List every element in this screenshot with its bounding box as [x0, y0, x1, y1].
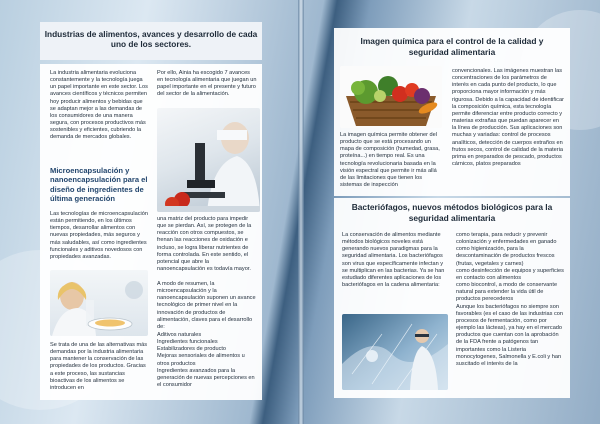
chemical-imaging-text: convencionales. Las imágenes muestran las concentraciones de los parámetros de interés en cada punto del producto, lo que proporciona mayor información y más rigurosa. Debido a la capacidad de identificar la composición química, esta tecnología permite diferenciar entre producto correcto y materias extrañas que puedan aparecer en la línea de producción. Sus aplicaciones son muchas y variadas: control de procesos analíticos, detección de cuerpos extraños en frutos secos, control de calidad de la materia prima en preparados de pescado, productos cárnicos, platos preparados: [452, 68, 564, 168]
left-content-panel: [40, 64, 262, 400]
microencapsulation-text: Las tecnologías de microencapsulación están permitiendo, en los últimos tiempos, desarrollar alimentos con nuevas propiedades, más seguros y más saludables, así como ingredientes funcionales y aditivos novedosos con propiedades avanzadas.: [50, 211, 148, 260]
lab-scientist-photo: [157, 108, 260, 212]
bacteriophage-intro: La conservación de alimentos mediante métodos biológicos noveles está generando nuevos paradigmas para la seguridad alimentaria. Los bacteriófagos son virus que específicamente infectan y se multiplican en las bacterias. Ya se han estudiado diferentes aplicaciones de los bacteriófagos en la cadena alimentaria:: [342, 232, 445, 289]
left-page-title: Industrias de alimentos, avances y desarrollo de cada uno de los sectores.: [44, 29, 258, 50]
researcher-photo: [342, 314, 448, 390]
applications-list: Aditivos naturales Ingredientes funcionales Estabilizadores de producto Mejoras sensoriales de alimentos u otros productos Ingredientes avanzados para la generación de nuevas percepciones en el consumidor: [157, 332, 255, 389]
left-title-band: [40, 22, 262, 60]
chemical-imaging-panel: [334, 28, 570, 196]
matrix-text: una matriz del producto para impedir que se pierdan. Así, se protegen de la reacción con otros compuestos, se frenan las reacciones de oxidación e incluso, se logra liberar nutrientes de forma controlada. En este sentido, el potencial que abre la nanoencapsulación es todavía mayor.: [157, 216, 252, 273]
page-spine: [298, 0, 304, 424]
bacteriophage-applications: como terapia, para reducir y prevenir colonización y enfermedades en ganado como higienización, para la descontaminación de productos frescos (frutas, vegetales y carnes) como desinfección de equipos y superficies en contacto con alimentos como biocontrol, a modo de conservante natural para extender la vida útil de productos perecederos Aunque los bacteriófagos no siempre son favorables (es el caso de las industrias con procesos de fermentación, como por ejemplo las lácteas), ya hay en el mercado productos que cuentan con la aprobación de la FDA frente a patógenos tan importantes como la Listeria monocytogenes, Salmonella y E.coli y han suscitado el interés de la: [456, 232, 564, 367]
chemical-imaging-caption: La imagen química permite obtener del producto que se está procesando un mapa de composición (humedad, grasa, proteína...) en tiempo real. Es una tecnología revolucionaria basada en la visión espectral que permite ir más allá de las limitaciones que tienen los sistemas de inspección: [340, 132, 440, 189]
bacteriophage-title: Bacteriófagos, nuevos métodos biológicos para la seguridad alimentaria: [351, 202, 553, 223]
summary-text: A modo de resumen, la microencapsulación y la nanoencapsulación suponen un avance tecnológico de primer nivel en la innovación de productos de alimentación, claves para el desarrollo de:: [157, 281, 256, 330]
intro-text: La industria alimentaria evoluciona constantemente y la tecnología juega un papel importante en este sector. Los avances científicos y técnicos permiten hoy producir alimentos y bebidas que se adaptan mejor a las demandas de los consumidores de una manera segura, con procesos productivos más sostenibles y eficientes, cubriendo la demanda de mercados globales.: [50, 70, 148, 141]
vegetable-basket-photo: [340, 66, 442, 128]
chemical-imaging-title: Imagen química para el control de la calidad y seguridad alimentaria: [360, 36, 544, 57]
intro-text-right: Por ello, Ainia ha escogido 7 avances en tecnología alimentaria que juegan un papel importante en el presente y futuro del sector de la alimentación.: [157, 70, 257, 98]
section-heading-microencapsulation: Microencapsulación y nanoencapsulación para el diseño de ingredientes de última generación: [50, 166, 148, 204]
lab-petri-photo: [50, 270, 148, 336]
bacteriophage-panel: [334, 198, 570, 398]
microencapsulation-text-2: Se trata de una de las alternativas más demandas por la industria alimentaria para mantener la conservación de las propiedades de los productos. Gracias a este proceso, las sustancias bioactivas de los alimentos se introducen en: [50, 342, 148, 391]
